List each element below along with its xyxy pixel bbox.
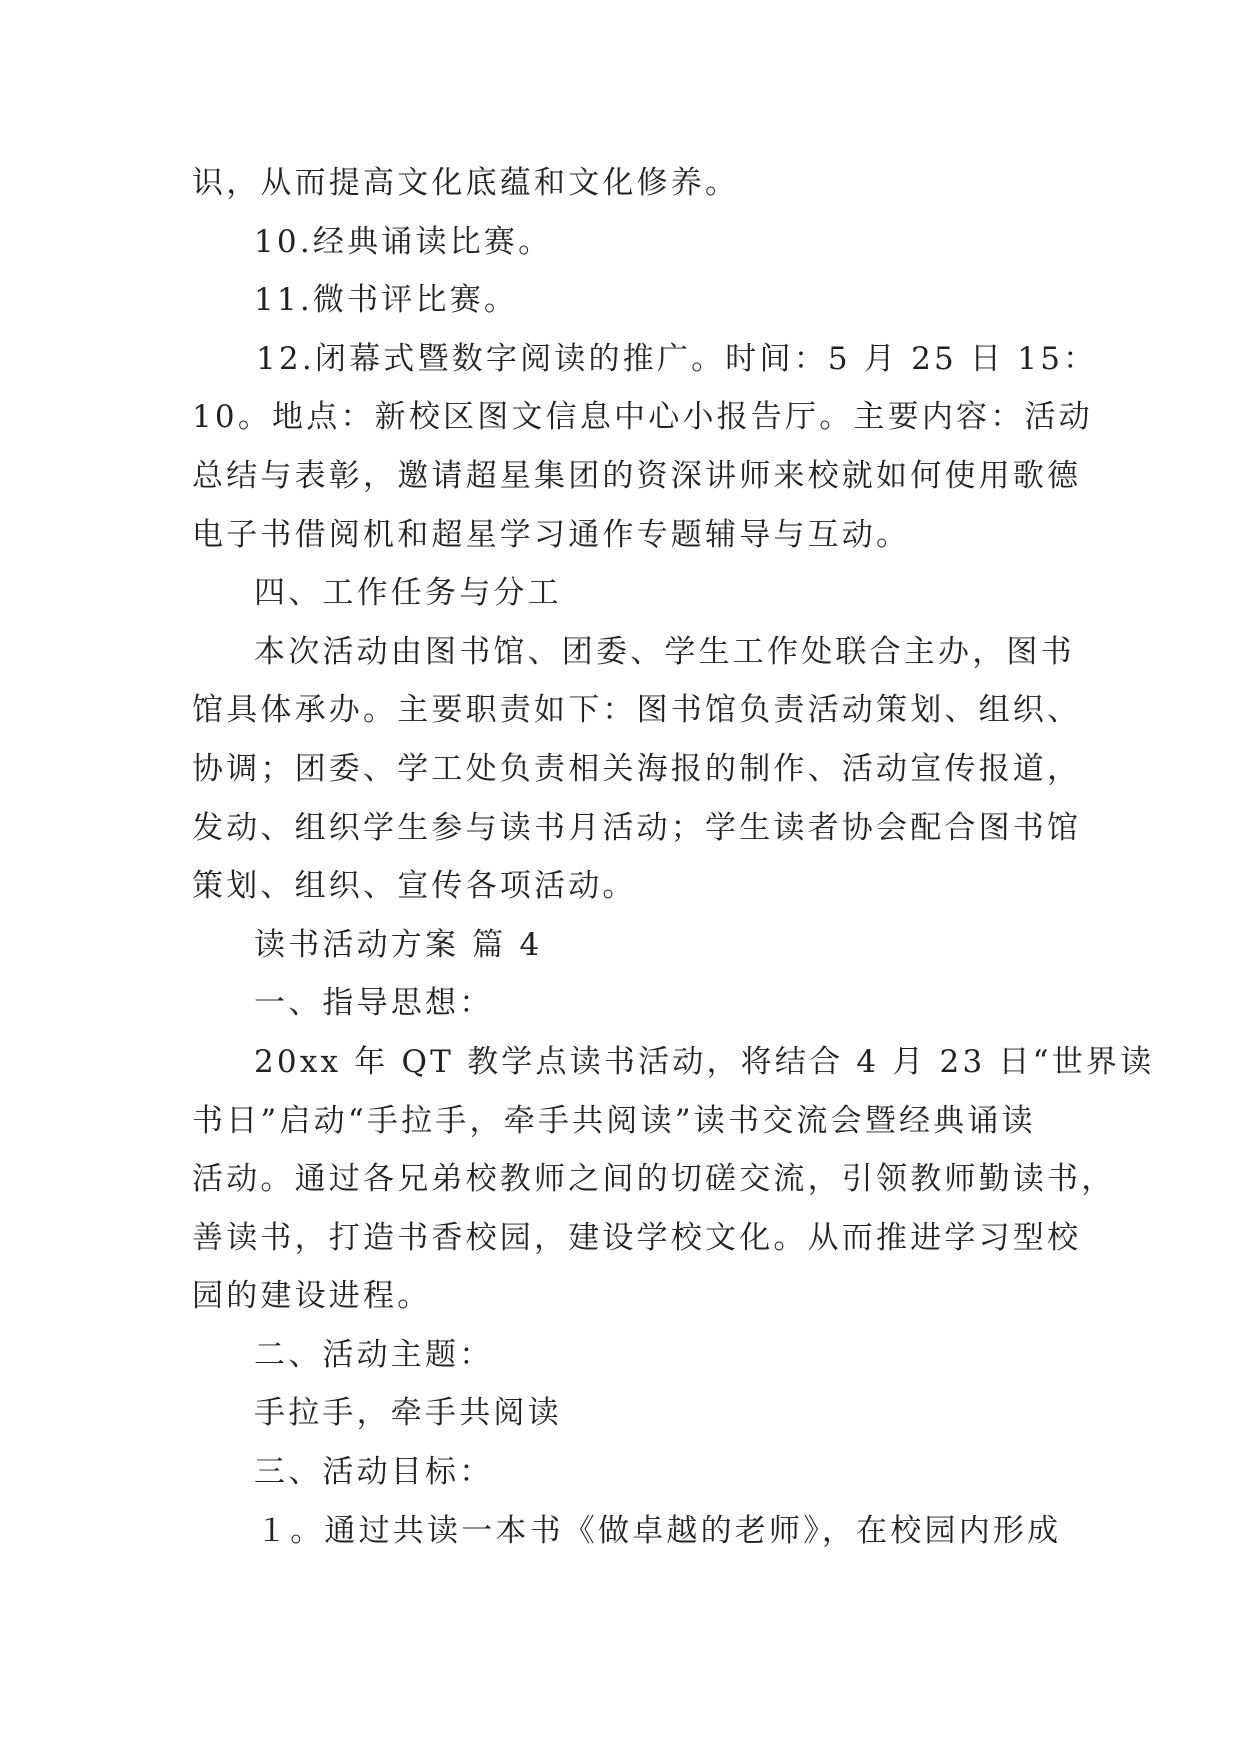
paragraph-line: 手拉手，牵手共阅读 (254, 1395, 562, 1432)
paragraph-line: 馆具体承办。主要职责如下：图书馆负责活动策划、组织、 (192, 692, 1082, 729)
paragraph-line: 12.闭幕式暨数字阅读的推广。时间：5 月 25 日 15： (256, 340, 1098, 377)
paragraph-line: 总结与表彰，邀请超星集团的资深讲师来校就如何使用歌德 (192, 457, 1082, 494)
section-heading: 三、活动目标： (254, 1454, 494, 1491)
paragraph-line: 11.微书评比赛。 (254, 282, 519, 319)
paragraph-line: 书日”启动“手拉手，牵手共阅读”读书交流会暨经典诵读 (192, 1102, 1036, 1139)
paragraph-line: 园的建设进程。 (192, 1278, 432, 1315)
section-heading: 二、活动主题： (254, 1336, 494, 1373)
paragraph-line: 电子书借阅机和超星学习通作专题辅导与互动。 (192, 516, 911, 553)
section-heading: 四、工作任务与分工 (254, 575, 562, 612)
paragraph-line: 协调；团委、学工处负责相关海报的制作、活动宣传报道， (192, 750, 1082, 787)
paragraph-line: 发动、组织学生参与读书月活动；学生读者协会配合图书馆 (192, 809, 1082, 846)
paragraph-line: 20xx 年 QT 教学点读书活动，将结合 4 月 23 日“世界读 (254, 1043, 1155, 1080)
document-body (192, 154, 1155, 1560)
paragraph-line: 10。地点：新校区图文信息中心小报告厅。主要内容：活动 (192, 399, 1093, 436)
paragraph-line: 本次活动由图书馆、团委、学生工作处联合主办，图书 (254, 633, 1075, 670)
paragraph-line: 善读书，打造书香校园，建设学校文化。从而推进学习型校 (192, 1219, 1082, 1256)
paragraph-line: 识，从而提高文化底蕴和文化修养。 (192, 165, 740, 201)
article-title: 读书活动方案 篇 4 (254, 926, 543, 963)
paragraph-line: １。通过共读一本书《做卓越的老师》，在校园内形成 (256, 1512, 1062, 1549)
paragraph-line: 策划、组织、宣传各项活动。 (192, 868, 637, 905)
paragraph-line: 活动。通过各兄弟校教师之间的切磋交流，引领教师勤读书， (192, 1161, 1116, 1198)
paragraph-line: 10.经典诵读比赛。 (254, 223, 553, 260)
section-heading: 一、指导思想： (254, 985, 494, 1022)
